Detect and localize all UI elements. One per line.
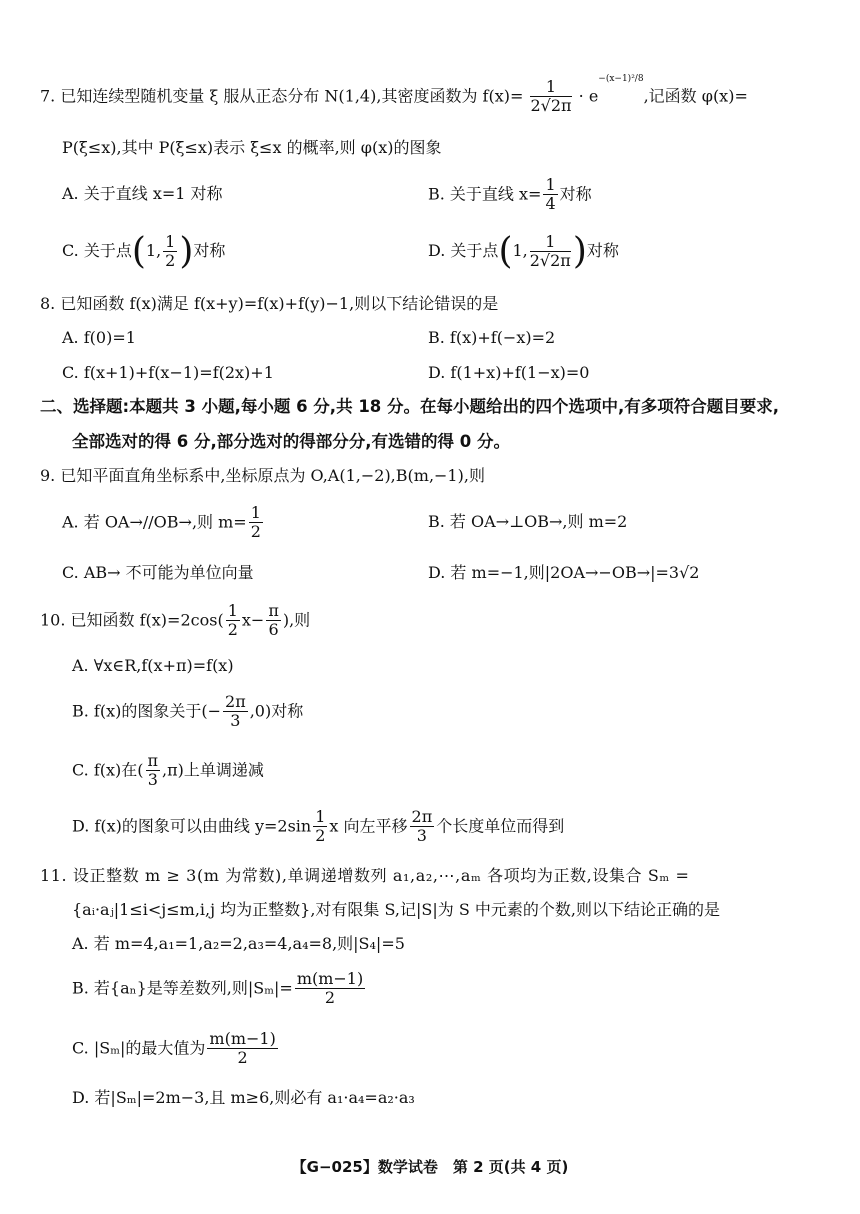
q7-c-fraction: $\frac{1}{2}$: [165, 231, 176, 271]
q10-d-fraction-2: $\frac{2\pi}{3}$: [411, 807, 433, 846]
q9-option-c: C. AB→ 不可能为单位向量: [62, 563, 254, 582]
q11-stem-line1: 11. 设正整数 m ≥ 3(m 为常数),单调递增数列 a₁,a₂,⋯,aₘ 各项均为正数,设集合 Sₘ =: [40, 866, 690, 885]
q7-b-fraction: $\frac{1}{4}$: [545, 175, 556, 214]
q7-exponent: −(x−1)²/8: [598, 74, 644, 84]
section2-heading-line1: 二、选择题:本题共 3 小题,每小题 6 分,共 18 分。在每小题给出的四个选项中,有多项符合题目要求,: [40, 397, 780, 416]
q9-option-d: D. 若 m=−1,则|2OA→−OB→|=3√2: [428, 563, 700, 582]
q7-stem-tail: ,记函数 φ(x)=: [643, 86, 748, 106]
q10-option-d: D. f(x)的图象可以由曲线 y=2sin $\frac{1}{2}$ x 向左平移 $\frac{2\pi}{3}$ 个长度单位而得到: [72, 807, 565, 846]
q10-d-fraction-1: $\frac{1}{2}$: [315, 807, 326, 846]
q10-b-fraction: $\frac{2\pi}{3}$: [225, 692, 246, 731]
q7-stem-line1: [40, 74, 748, 116]
q8-option-c: C. f(x+1)+f(x−1)=f(2x)+1: [62, 363, 274, 382]
section2-heading-line2: 全部选对的得 6 分,部分选对的得部分分,有选错的得 0 分。: [72, 432, 510, 451]
q11-option-b: B. 若{aₙ}是等差数列,则|Sₘ|= $\frac{m(m-1)}{2}$: [72, 969, 364, 1008]
q8-option-b: B. f(x)+f(−x)=2: [428, 328, 556, 347]
q7-density-fraction: $\frac{1}{2√2\pi}$: [530, 77, 572, 116]
q8-stem: 8. 已知函数 f(x)满足 f(x+y)=f(x)+f(y)−1,则以下结论错误的是: [40, 294, 499, 313]
q11-option-c: C. |Sₘ|的最大值为 $\frac{m(m-1)}{2}$: [72, 1029, 276, 1068]
q11-c-fraction: $\frac{m(m-1)}{2}$: [209, 1029, 276, 1068]
q10-fraction-1: $\frac{1}{2}$: [227, 601, 238, 640]
q11-b-fraction: $\frac{m(m-1)}{2}$: [296, 969, 364, 1008]
q7-exp-base: · e: [578, 86, 599, 106]
q10-option-b: B. f(x)的图象关于(− $\frac{2\pi}{3}$ ,0)对称: [72, 692, 304, 731]
q11-option-d: D. 若|Sₘ|=2m−3,且 m≥6,则必有 a₁·a₄=a₂·a₃: [72, 1088, 415, 1107]
q10-stem: 10. 已知函数 f(x)=2cos( $\frac{1}{2}$ x− $\frac{\pi}{6}$ ),则: [40, 601, 311, 640]
q10-fraction-2: $\frac{\pi}{6}$: [268, 601, 279, 640]
q8-option-a: A. f(0)=1: [62, 328, 136, 347]
q9-option-b: B. 若 OA→⊥OB→,则 m=2: [428, 512, 628, 531]
q7-option-a: A. 关于直线 x=1 对称: [62, 184, 223, 203]
q10-option-c: C. f(x)在( $\frac{\pi}{3}$ ,π)上单调递减: [72, 751, 264, 790]
q7-stem-line2: P(ξ≤x),其中 P(ξ≤x)表示 ξ≤x 的概率,则 φ(x)的图象: [62, 138, 442, 157]
q7-stem-text: 7. 已知连续型随机变量 ξ 服从正态分布 N(1,4),其密度函数为 f(x)=: [40, 86, 524, 106]
q8-option-d: D. f(1+x)+f(1−x)=0: [428, 363, 590, 382]
q11-option-a: A. 若 m=4,a₁=1,a₂=2,a₃=4,a₄=8,则|S₄|=5: [72, 934, 405, 953]
q11-stem-line2: {aᵢ·aⱼ|1≤i<j≤m,i,j 均为正整数},对有限集 S,记|S|为 S 中元素的个数,则以下结论正确的是: [72, 900, 720, 919]
q9-a-fraction: $\frac{1}{2}$: [250, 503, 261, 542]
q9-stem: 9. 已知平面直角坐标系中,坐标原点为 O,A(1,−2),B(m,−1),则: [40, 466, 485, 485]
q7-option-b: B. 关于直线 x= $\frac{1}{4}$ 对称: [428, 175, 592, 214]
q10-option-a: A. ∀x∈R,f(x+π)=f(x): [72, 656, 234, 675]
q7-option-c: C. 关于点(1, $\frac{1}{2}$ )对称: [62, 231, 226, 272]
q7-d-fraction: $\frac{1}{2√2\pi}$: [529, 231, 571, 271]
q10-c-fraction: $\frac{\pi}{3}$: [147, 751, 159, 790]
q7-option-d: D. 关于点(1, $\frac{1}{2√2\pi}$ )对称: [428, 231, 619, 272]
page-footer: 【G−025】数学试卷 第 2 页(共 4 页): [291, 1158, 569, 1176]
q9-option-a: A. 若 OA→//OB→,则 m= $\frac{1}{2}$: [62, 503, 261, 542]
